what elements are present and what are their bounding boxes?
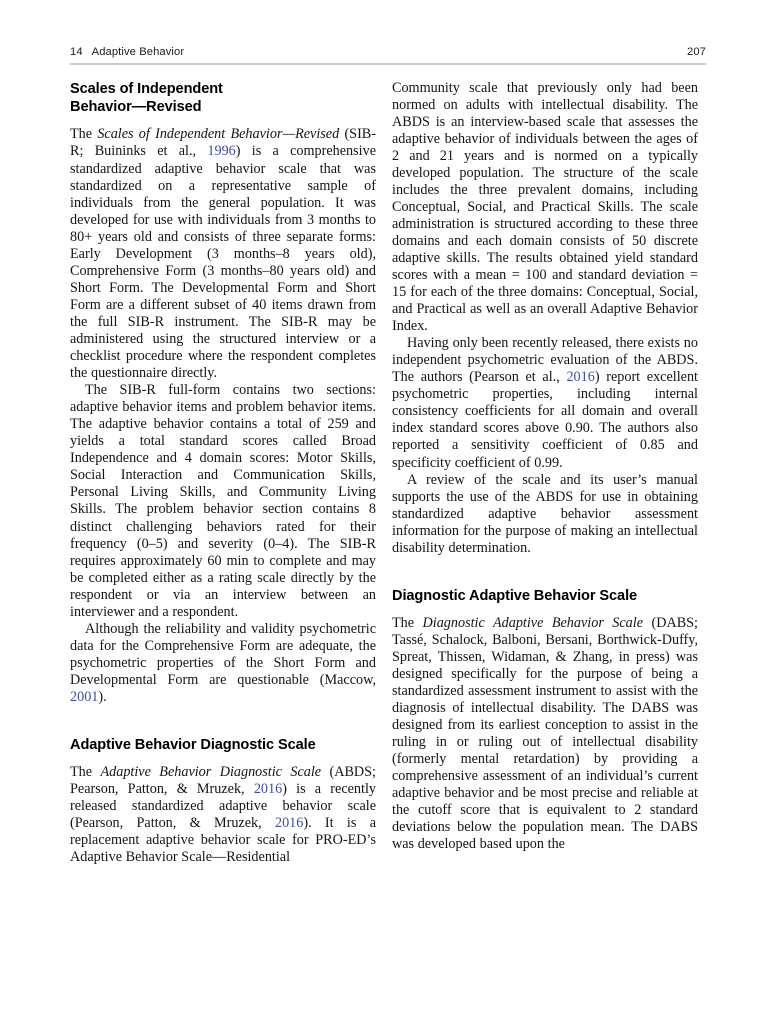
chapter-number: 14 bbox=[70, 46, 83, 58]
citation-link-pearson-et-al-2016[interactable]: 2016 bbox=[566, 369, 595, 386]
section-heading-scales-of-independent-behavior-revised bbox=[70, 80, 376, 118]
paragraph-sibr-psychometrics bbox=[70, 621, 376, 706]
book-title: Adaptive Behavior bbox=[91, 46, 185, 58]
paragraph-abds-description-continued: Community scale that previously only had been normed on adults with intellectual disability. The ABDS is an interview-based scale that assesses the adaptive behavior of individuals between the ages of 2 and 21 years and is normed on a typically developed population. The structure of the scale includes the three prevalent domains, including Conceptual, Social, and Practical Skills. The scale administration is structured according to these three domains and each domain consists of 50 discrete adaptive skills. The results obtained yield standard scores with a mean = 100 and standard deviation = 15 for each of the three domains: Conceptual, Social, and Practical as well as an overall Adaptive Behavior Index. bbox=[392, 79, 698, 335]
text-run: ). It is a replacement adaptive behavior scale for PRO-ED’s Adaptive Behavior Scale—Residential bbox=[70, 815, 376, 866]
text-run: ) report excellent psychometric properties, including internal consistency coefficients for all domain and overall index standard scores above 0.90. The authors also reported a sensitivity coefficient of 0.85 and specificity coefficient of 0.99. bbox=[392, 369, 698, 471]
paragraph-abds-evaluation bbox=[392, 335, 698, 471]
text-run: Although the reliability and validity psychometric data for the Comprehensive Form are adequate, the psychometric properties of the Short Form and Developmental Form are questionable (Maccow, bbox=[70, 620, 376, 688]
text-run: The bbox=[70, 126, 98, 143]
citation-link-pearson-2016-first[interactable]: 2016 bbox=[253, 781, 283, 798]
heading-line-2: Behavior—Revised bbox=[70, 99, 202, 116]
text-run: (DABS; Tassé, Schalock, Balboni, Bersani, Borthwick-Duffy, Spreat, Thissen, Widaman, & Zhang, in press) was designed specifically for the purpose of being a standardized assessment instrument to assist with the diagnosis of intellectual disability. The DABS was designed from its earliest conception to assist in the ruling in or ruling out of intellectual disability (formerly mental retardation) by providing a comprehensive assessment of an individual’s current adaptive behavior and be most precise and reliable at the cutoff score that is equivalent to 2 standard deviations below the population mean. The DABS was developed based upon the bbox=[392, 614, 698, 853]
section-heading-adaptive-behavior-diagnostic-scale: Adaptive Behavior Diagnostic Scale bbox=[70, 737, 316, 754]
header-divider bbox=[70, 63, 706, 65]
work-title-sibr: Scales of Independent Behavior—Revised bbox=[97, 126, 340, 143]
text-run: ) is a comprehensive standardized adaptive behavior scale that was standardized on a representative sample of individuals from the general population. It was developed for use with individuals from 3 months to 80+ years old and consists of three separate forms: Early Development (3 months–8 years old), Comprehensive Form (3 months–80 years old) and Short Form. The Developmental Form and Short Form are a different subset of 40 items drawn from the full SIB-R instrument. The SIB-R may be administered using the structured interview or a checklist procedure where the respondent completes the questionnaire directly. bbox=[70, 143, 376, 382]
work-title-abds: Adaptive Behavior Diagnostic Scale bbox=[100, 764, 322, 780]
right-column bbox=[392, 80, 698, 854]
page-number: 207 bbox=[687, 46, 706, 58]
text-run: The bbox=[70, 764, 101, 780]
citation-link-maccow-2001[interactable]: 2001 bbox=[70, 688, 99, 705]
running-head-left bbox=[70, 46, 184, 58]
heading-line-1: Scales of Independent bbox=[70, 80, 223, 97]
text-run: ). bbox=[98, 688, 107, 705]
citation-link-buininks-1996[interactable]: 1996 bbox=[207, 143, 236, 160]
two-column-body bbox=[70, 80, 706, 867]
text-run: Having only been recently released, there exists no independent psychometric evaluation of the ABDS. The authors (Pearson et al., bbox=[392, 335, 698, 386]
citation-link-pearson-2016-second[interactable]: 2016 bbox=[274, 815, 304, 832]
paragraph-sibr-intro bbox=[70, 126, 376, 382]
left-column bbox=[70, 80, 376, 867]
paragraph-sibr-structure: The SIB-R full-form contains two sections: adaptive behavior items and problem behavior items. The adaptive behavior contains a total of 259 and yields a total standard scores called Broad Independence and 4 domain scores: Motor Skills, Social Interaction and Communication Skills, Personal Living Skills, and Community Living Skills. The problem behavior section contains 8 distinct challenging behaviors rated for their frequency (0–5) and severity (0–4). The SIB-R requires approximately 60 min to complete and may be completed either as a rating scale directly by the respondent or via an interview between an interviewer and a respondent. bbox=[70, 382, 376, 620]
text-run: (SIB-R; Buininks et al., bbox=[70, 126, 376, 160]
paragraph-dabs-intro bbox=[392, 615, 698, 854]
section-heading-diagnostic-adaptive-behavior-scale: Diagnostic Adaptive Behavior Scale bbox=[392, 587, 638, 604]
paragraph-abds-intro bbox=[70, 764, 376, 866]
text-run: The bbox=[392, 614, 423, 631]
paragraph-abds-review: A review of the scale and its user’s manual supports the use of the ABDS for use in obtaining standardized adaptive behavior assessment information for the purpose of making an intellectual disability determination. bbox=[392, 471, 698, 556]
running-head bbox=[70, 46, 706, 63]
text-run: (ABDS; Pearson, Patton, & Mruzek, bbox=[70, 764, 376, 798]
text-run: ) is a recently released standardized adaptive behavior scale (Pearson, Patton, & Mruzek, bbox=[70, 781, 376, 832]
work-title-dabs: Diagnostic Adaptive Behavior Scale bbox=[422, 614, 644, 631]
